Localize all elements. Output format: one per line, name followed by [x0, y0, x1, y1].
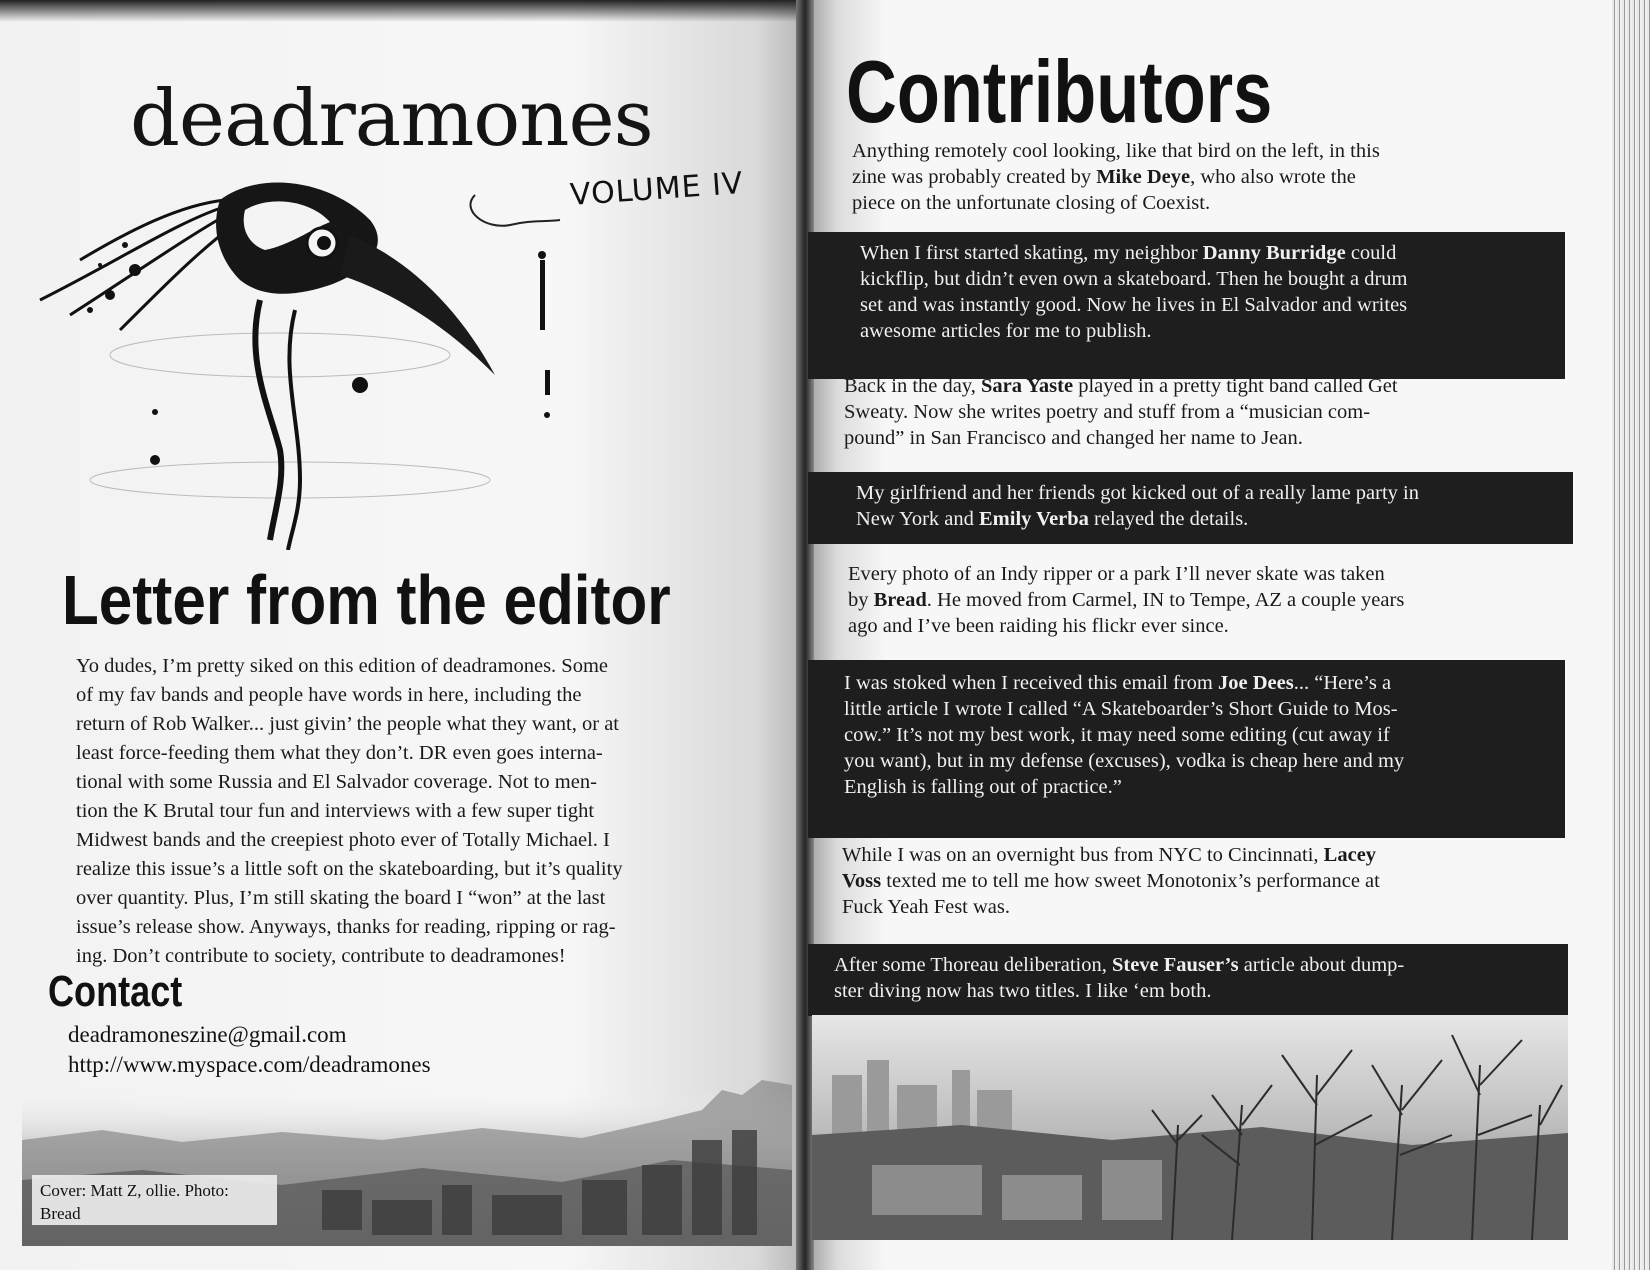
- contributor-line: awesome articles for me to publish.: [860, 320, 1152, 342]
- contributor-line: New York and Emily Verba relayed the details.: [856, 508, 1249, 530]
- contributor-line: kickflip, but didn’t even own a skateboard. Then he bought a drum: [860, 268, 1408, 290]
- editor-line: Midwest bands and the creepiest photo ever of Totally Michael. I: [76, 829, 610, 851]
- contributor-line: Voss texted me to tell me how sweet Monotonix’s performance at: [842, 870, 1380, 892]
- editor-line: tional with some Russia and El Salvador coverage. Not to men-: [76, 771, 597, 793]
- contributor-name: Voss: [842, 870, 882, 892]
- contact-url: http://www.myspace.com/deadramones: [68, 1052, 431, 1077]
- contact-email: deadramoneszine@gmail.com: [68, 1022, 347, 1047]
- contributor-line: piece on the unfortunate closing of Coexist.: [852, 192, 1211, 214]
- contributor-line: Every photo of an Indy ripper or a park I’ll never skate was taken: [848, 563, 1385, 585]
- contributor-name: Sara Yaste: [981, 375, 1074, 397]
- contributor-block: [808, 232, 1565, 379]
- editor-line: return of Rob Walker... just givin’ the people what they want, or at: [76, 713, 619, 735]
- contributor-name: Lacey: [1323, 844, 1377, 866]
- contributors-title: Contributors: [846, 42, 1273, 141]
- contributor-line: While I was on an overnight bus from NYC to Cincinnati, Lacey: [842, 844, 1377, 866]
- editor-line: of my fav bands and people have words in here, including the: [76, 684, 582, 706]
- cover-photo-caption: [32, 1175, 277, 1225]
- contributor-block: [808, 944, 1568, 1016]
- contributor-line: Anything remotely cool looking, like that bird on the left, in this: [852, 140, 1380, 162]
- contributor-block: [852, 134, 1492, 220]
- contributor-name: Emily Verba: [979, 508, 1089, 530]
- contact-title: Contact: [48, 967, 183, 1016]
- left-page: [0, 0, 805, 1270]
- contributor-block: [844, 365, 1504, 459]
- contributor-line: ago and I’ve been raiding his flickr ever since.: [848, 615, 1229, 637]
- contributor-line: Fuck Yeah Fest was.: [842, 896, 1010, 918]
- contributor-name: Steve Fauser’s: [1111, 954, 1239, 976]
- contributor-line: little article I wrote I called “A Skateboarder’s Short Guide to Mos-: [844, 698, 1398, 720]
- contributor-line: English is falling out of practice.”: [844, 776, 1122, 798]
- contributor-name: Bread: [873, 589, 927, 611]
- contributor-line: ster diving now has two titles. I like ‘em both.: [834, 980, 1212, 1002]
- editor-line: over quantity. Plus, I’m still skating the board I “won” at the last: [76, 887, 606, 909]
- contributor-line: by Bread. He moved from Carmel, IN to Tempe, AZ a couple years: [848, 589, 1405, 611]
- contributor-block: [842, 838, 1522, 924]
- editor-line: ing. Don’t contribute to society, contribute to deadramones!: [76, 945, 566, 967]
- caption-line: Bread: [40, 1204, 81, 1223]
- page-edges: [1612, 0, 1650, 1270]
- editor-letter-body: [76, 652, 736, 971]
- scan-shadow: [0, 0, 805, 22]
- bare-trees-skyline-photo: [812, 1015, 1568, 1240]
- caption-line: Cover: Matt Z, ollie. Photo:: [40, 1181, 229, 1200]
- volume-label: VOLUME IV: [568, 165, 745, 214]
- contributor-line: you want), but in my defense (excuses), vodka is cheap here and my: [844, 750, 1405, 772]
- contributor-block: [848, 557, 1528, 643]
- letter-from-editor-title: Letter from the editor: [62, 561, 671, 639]
- contributor-line: When I first started skating, my neighbor Danny Burridge could: [860, 242, 1397, 264]
- contributor-line: zine was probably created by Mike Deye, who also wrote the: [852, 166, 1356, 188]
- editor-line: issue’s release show. Anyways, thanks for reading, ripping or rag-: [76, 916, 616, 938]
- contributor-line: cow.” It’s not my best work, it may need some editing (cut away if: [844, 724, 1390, 746]
- contributor-name: Danny Burridge: [1202, 242, 1346, 264]
- contributor-block: [808, 660, 1565, 838]
- editor-line: Yo dudes, I’m pretty siked on this edition of deadramones. Some: [76, 655, 608, 677]
- editor-line: tion the K Brutal tour fun and interviews with a few super tight: [76, 800, 595, 822]
- editor-line: realize this issue’s a little soft on the skateboarding, but it’s quality: [76, 858, 623, 880]
- contributor-line: Sweaty. Now she writes poetry and stuff from a “musician com-: [844, 401, 1371, 423]
- contributor-line: Back in the day, Sara Yaste played in a pretty tight band called Get: [844, 375, 1398, 397]
- contributor-line: pound” in San Francisco and changed her name to Jean.: [844, 427, 1303, 449]
- contributor-line: My girlfriend and her friends got kicked out of a really lame party in: [856, 482, 1419, 504]
- editor-line: least force-feeding them what they don’t. DR even goes interna-: [76, 742, 603, 764]
- contributor-name: Joe Dees: [1218, 672, 1294, 694]
- heron-illustration: [30, 150, 710, 550]
- contributor-name: Mike Deye: [1096, 166, 1191, 188]
- contributor-line: set and was instantly good. Now he lives in El Salvador and writes: [860, 294, 1408, 316]
- contributor-line: After some Thoreau deliberation, Steve Fauser’s article about dump-: [834, 954, 1405, 976]
- zine-logo: deadramones: [130, 74, 653, 164]
- contributor-block: [808, 472, 1573, 544]
- contributor-line: I was stoked when I received this email from Joe Dees... “Here’s a: [844, 672, 1392, 694]
